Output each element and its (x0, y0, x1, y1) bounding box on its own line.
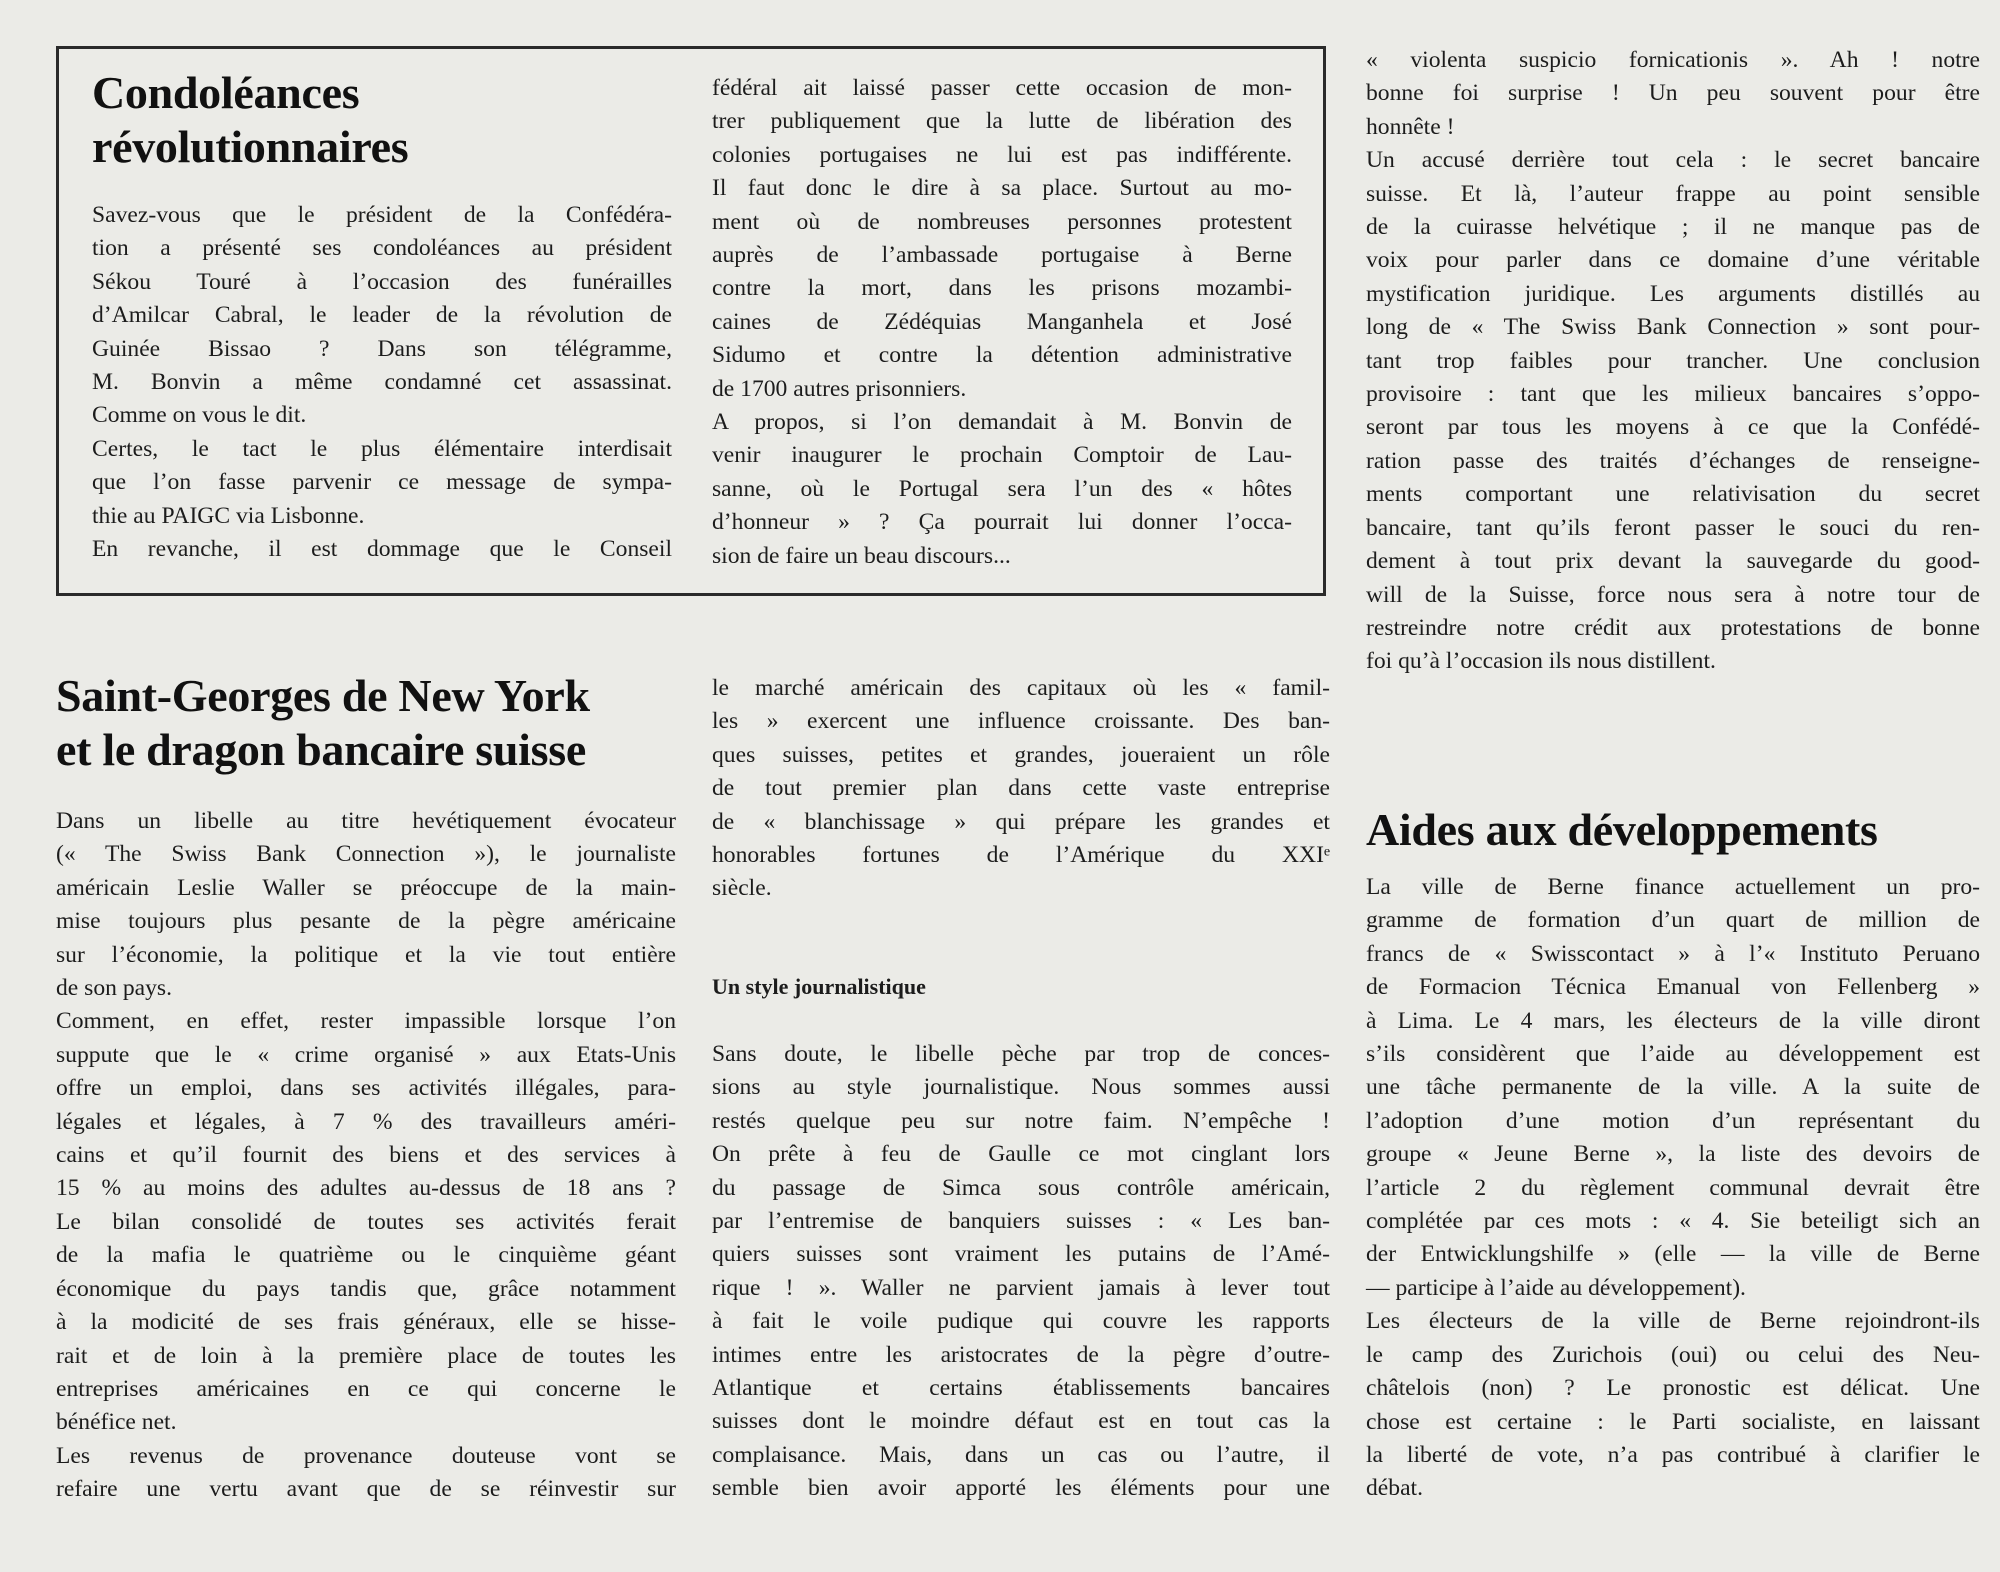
text-line: Les électeurs de la ville de Berne rejoindront-ils (1366, 1308, 1980, 1335)
text-line: On prête à feu de Gaulle ce mot cinglant lors (712, 1141, 1330, 1168)
text-line: restés quelque peu sur notre faim. N’empêche ! (712, 1107, 1330, 1134)
text-line: A propos, si l’on demandait à M. Bonvin de (712, 409, 1292, 436)
text-line: de Formacion Técnica Emanual von Fellenberg » (1366, 974, 1980, 1001)
aides-body (1366, 871, 1980, 1506)
text-line: l’adoption d’une motion d’un représentant du (1366, 1107, 1980, 1134)
text-line: intimes entre les aristocrates de la pègre d’outre- (712, 1341, 1330, 1368)
saint-georges-title-line-2: et le dragon bancaire suisse (56, 724, 586, 775)
text-line: le marché américain des capitaux où les « famil- (712, 675, 1330, 701)
text-line: honnête ! (1366, 113, 1455, 140)
text-line: thie au PAIGC via Lisbonne. (92, 502, 365, 529)
text-line: rait et de loin à la première place de toutes les (56, 1342, 676, 1369)
text-line: Atlantique et certains établissements bancaires (712, 1375, 1330, 1402)
text-line: En revanche, il est dommage que le Conseil (92, 536, 672, 563)
text-line: offre un emploi, dans ses activités illégales, para- (56, 1075, 676, 1102)
text-line: bonne foi surprise ! Un peu souvent pour être (1366, 80, 1980, 107)
text-line: chose est certaine : le Parti socialiste, en laissant (1366, 1408, 1980, 1435)
text-line: Certes, le tact le plus élémentaire interdisait (92, 435, 672, 462)
text-line: francs de « Swisscontact » à l’« Instituto Peruano (1366, 940, 1980, 967)
text-line: suisse. Et là, l’auteur frappe au point sensible (1366, 180, 1980, 207)
text-line: honorables fortunes de l’Amérique du XXIᵉ (712, 842, 1330, 869)
section-subhead (712, 972, 1330, 1002)
text-line: ration passe des traités d’échanges de renseigne- (1366, 447, 1980, 474)
text-line: de 1700 autres prisonniers. (712, 375, 967, 402)
text-line: « violenta suspicio fornicationis ». Ah ! notre (1366, 47, 1980, 73)
text-line: suppute que le « crime organisé » aux Etats-Unis (56, 1041, 676, 1068)
text-line: will de la Suisse, force nous sera à notre tour de (1366, 581, 1980, 608)
text-line: ments comportant une relativisation du secret (1366, 481, 1980, 508)
text-line: à Lima. Le 4 mars, les électeurs de la ville diront (1366, 1007, 1980, 1034)
text-line: La ville de Berne finance actuellement un pro- (1366, 874, 1980, 900)
text-line: ment où de nombreuses personnes protestent (712, 208, 1292, 235)
text-line: à la modicité de ses frais généraux, elle se hisse- (56, 1309, 676, 1336)
text-line: siècle. (712, 875, 772, 902)
saint-georges-column-2-top (712, 672, 1330, 906)
condoleances-title-line-1: Condoléances (92, 67, 360, 118)
text-line: Comme on vous le dit. (92, 402, 307, 429)
text-line: sions au style journalistique. Nous sommes aussi (712, 1074, 1330, 1101)
text-line: débat. (1366, 1475, 1423, 1502)
text-line: long de « The Swiss Bank Connection » sont pour- (1366, 314, 1980, 341)
text-line: par l’entremise de banquiers suisses : « Les ban- (712, 1208, 1330, 1235)
text-line: complaisance. Mais, dans un cas ou l’autre, il (712, 1441, 1330, 1468)
text-line: Le bilan consolidé de toutes ses activités ferait (56, 1208, 676, 1235)
text-line: groupe « Jeune Berne », la liste des devoirs de (1366, 1141, 1980, 1168)
text-line: auprès de l’ambassade portugaise à Berne (712, 242, 1292, 269)
text-line: Les revenus de provenance douteuse vont se (56, 1442, 676, 1469)
saint-georges-column-2-bottom (712, 1038, 1330, 1506)
text-line: légales et légales, à 7 % des travailleurs améri- (56, 1108, 676, 1135)
text-line: mystification juridique. Les arguments distillés au (1366, 280, 1980, 307)
text-line: que l’on fasse parvenir ce message de sympa- (92, 469, 672, 496)
text-line: mise toujours plus pesante de la pègre américaine (56, 908, 676, 935)
text-line: seront par tous les moyens à ce que la Confédé- (1366, 414, 1980, 441)
text-line: quiers suisses sont vraiment les putains de l’Amé- (712, 1241, 1330, 1268)
text-line: de « blanchissage » qui prépare les grandes et (712, 808, 1330, 835)
text-line: bénéfice net. (56, 1409, 177, 1436)
text-line: tion a présenté ses condoléances au président (92, 235, 672, 262)
text-line: trer publiquement que la lutte de libération des (712, 108, 1292, 135)
text-line: de son pays. (56, 975, 172, 1002)
text-line: Sans doute, le libelle pèche par trop de conces- (712, 1041, 1330, 1067)
text-line: Sidumo et contre la détention administrative (712, 342, 1292, 369)
text-line: s’ils considèrent que l’aide au développement est (1366, 1041, 1980, 1068)
text-line: caines de Zédéquias Manganhela et José (712, 308, 1292, 335)
text-line: d’Amilcar Cabral, le leader de la révolution de (92, 302, 672, 329)
aides-title-text: Aides aux développements (1366, 804, 1878, 855)
text-line: entreprises américaines en ce qui concerne le (56, 1375, 676, 1402)
subhead-text: Un style journalistique (712, 974, 926, 999)
text-line: Il faut donc le dire à sa place. Surtout au mo- (712, 175, 1292, 202)
text-line: les » exercent une influence croissante. Des ban- (712, 708, 1330, 735)
text-line: der Entwicklungshilfe » (elle — la ville de Berne (1366, 1241, 1980, 1268)
text-line: sanne, où le Portugal sera l’un des « hôtes (712, 475, 1292, 502)
text-line: cains et qu’il fournit des biens et des services à (56, 1142, 676, 1169)
condoleances-title (92, 66, 672, 174)
text-line: à fait le voile pudique qui couvre les rapports (712, 1308, 1330, 1335)
text-line: américain Leslie Waller se préoccupe de la main- (56, 874, 676, 901)
text-line: Savez-vous que le président de la Confédéra- (92, 202, 672, 228)
text-line: dement à tout prix devant la sauvegarde du good- (1366, 548, 1980, 575)
text-line: — participe à l’aide au développement). (1366, 1274, 1746, 1301)
text-line: Dans un libelle au titre hevétiquement évocateur (56, 808, 676, 834)
text-line: de tout premier plan dans cette vaste entreprise (712, 775, 1330, 802)
text-line: du passage de Simca sous contrôle américain, (712, 1174, 1330, 1201)
text-line: gramme de formation d’un quart de million de (1366, 907, 1980, 934)
text-line: 15 % au moins des adultes au-dessus de 18 ans ? (56, 1175, 676, 1202)
text-line: tant trop faibles pour trancher. Une conclusion (1366, 347, 1980, 374)
text-line: refaire une vertu avant que de se réinvestir sur (56, 1476, 676, 1503)
text-line: restreindre notre crédit aux protestations de bonne (1366, 614, 1980, 641)
text-line: châtelois (non) ? Le pronostic est délicat. Une (1366, 1375, 1980, 1402)
text-line: la liberté de vote, n’a pas contribué à clarifier le (1366, 1441, 1980, 1468)
text-line: (« The Swiss Bank Connection »), le journaliste (56, 841, 676, 868)
text-line: Comment, en effet, rester impassible lorsque l’on (56, 1008, 676, 1035)
text-line: de la mafia le quatrième ou le cinquième géant (56, 1242, 676, 1269)
text-line: provisoire : tant que les milieux bancaires s’oppo- (1366, 381, 1980, 408)
text-line: de la cuirasse helvétique ; il ne manque pas de (1366, 214, 1980, 241)
condoleances-title-line-2: révolutionnaires (92, 121, 409, 172)
text-line: complétée par ces mots : « 4. Sie beteiligt sich an (1366, 1208, 1980, 1235)
saint-georges-title (56, 669, 686, 777)
text-line: semble bien avoir apporté les éléments pour une (712, 1475, 1330, 1502)
text-line: contre la mort, dans les prisons mozambi- (712, 275, 1292, 302)
text-line: suisses dont le moindre défaut est en tout cas la (712, 1408, 1330, 1435)
text-line: économique du pays tandis que, grâce notamment (56, 1275, 676, 1302)
text-line: voix pour parler dans ce domaine d’une véritable (1366, 247, 1980, 274)
text-line: foi qu’à l’occasion ils nous distillent. (1366, 648, 1716, 675)
text-line: rique ! ». Waller ne parvient jamais à lever tout (712, 1274, 1330, 1301)
text-line: colonies portugaises ne lui est pas indifférente. (712, 141, 1292, 168)
text-line: sur l’économie, la politique et la vie tout entière (56, 941, 676, 968)
saint-georges-column-1 (56, 805, 676, 1507)
text-line: le camp des Zurichois (oui) ou celui des Neu- (1366, 1341, 1980, 1368)
text-line: M. Bonvin a même condamné cet assassinat. (92, 369, 672, 396)
text-line: Un accusé derrière tout cela : le secret bancaire (1366, 147, 1980, 174)
right-column-continuation (1366, 44, 1980, 679)
saint-georges-title-line-1: Saint-Georges de New York (56, 670, 590, 721)
text-line: Guinée Bissao ? Dans son télégramme, (92, 335, 672, 362)
text-line: une tâche permanente de la ville. A la suite de (1366, 1074, 1980, 1101)
condoleances-column-1 (92, 199, 672, 566)
text-line: d’honneur » ? Ça pourrait lui donner l’occa- (712, 509, 1292, 536)
text-line: fédéral ait laissé passer cette occasion de mon- (712, 75, 1292, 101)
text-line: ques suisses, petites et grandes, joueraient un rôle (712, 741, 1330, 768)
text-line: l’article 2 du règlement communal devrait être (1366, 1174, 1980, 1201)
text-line: Sékou Touré à l’occasion des funérailles (92, 268, 672, 295)
text-line: bancaire, tant qu’ils feront passer le souci du ren- (1366, 514, 1980, 541)
aides-title (1366, 803, 1980, 857)
text-line: venir inaugurer le prochain Comptoir de Lau- (712, 442, 1292, 469)
condoleances-column-2 (712, 72, 1292, 573)
text-line: sion de faire un beau discours... (712, 542, 1011, 569)
